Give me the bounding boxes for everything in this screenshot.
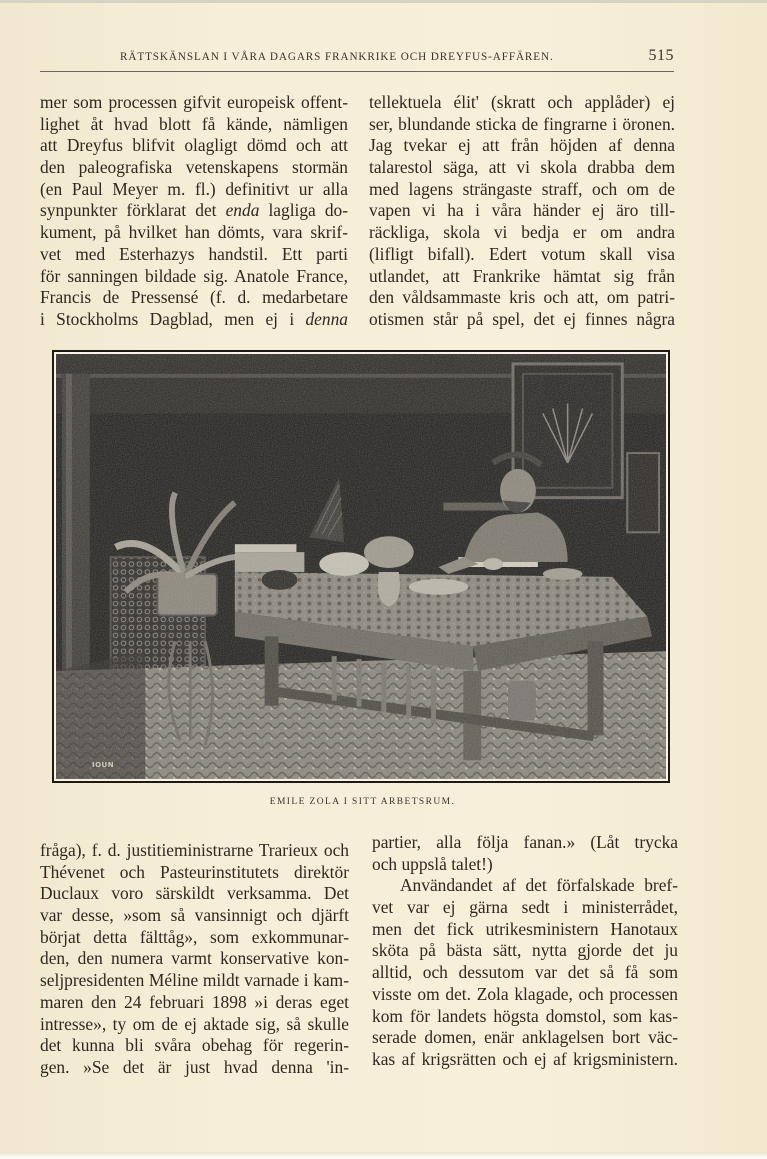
photo-illustration (56, 354, 666, 779)
text-line: (en Paul Meyer m. fl.) definitivt ur alla (40, 178, 348, 199)
text-line: vet med Esterhazys handstil. Ett parti (40, 243, 348, 264)
italic-word: enda (225, 200, 260, 221)
text-line: Francis de Pressensé (f. d. medarbetare (40, 287, 348, 308)
text-line: otismen står på spel, det ej finnes några (369, 308, 675, 329)
text-line: men det fick utrikesministern Hanotaux (372, 918, 678, 939)
right-column-top (369, 92, 675, 331)
italic-word: denna (305, 308, 348, 329)
text-line: fråga), f. d. justitieministrarne Trarieux och (40, 840, 349, 860)
text-line: talarestol säga, att vi skola drabba dem (369, 157, 675, 178)
text-line: serade domen, enär anklagelsen bort väc- (372, 1027, 678, 1048)
text-line: (lifligt bifall). Edert votum skall visa (369, 243, 675, 264)
page-bottom-edge (0, 1152, 767, 1159)
running-title: RÄTTSKÄNSLAN I VÅRA DAGARS FRANKRIKE OCH DREYFUS-AFFÄREN. (120, 51, 554, 63)
text-line-with-italic: i Stockholms Dagblad, men ej i denna (40, 308, 348, 329)
text-line: börjat detta fälttåg», som exkommunar- (40, 926, 349, 947)
text-line: partier, alla följa fanan.» (Låt trycka (372, 832, 678, 852)
text-line: gen. »Se det är just hvad denna 'in- (40, 1056, 349, 1077)
text-line: vet var ej gärna sedt i ministerrådet, (372, 897, 678, 918)
page-number: 515 (648, 47, 674, 64)
text-line: var desse, »som så vansinnigt och djärft (40, 905, 349, 926)
text-line: det kunna bli svåra obehag för regerin- (40, 1035, 349, 1056)
text-line: maren den 24 februari 1898 »i deras eget (40, 991, 349, 1012)
left-column-top (40, 92, 348, 331)
figure-photo-frame (52, 350, 670, 783)
running-head (40, 49, 676, 69)
figure-caption: EMILE ZOLA I SITT ARBETSRUM. (269, 797, 456, 807)
text-line: för sanningen bildade sig. Anatole France, (40, 265, 348, 286)
text-line: mer som processen gifvit europeisk offent- (40, 92, 348, 112)
text-line: utlandet, att Frankrike hämtat sig från (369, 265, 675, 286)
text-line: den, den numera varmt konservative kon- (40, 948, 349, 969)
text-line: lighet åt hvad blott få kände, nämligen (40, 113, 348, 134)
text-line: ser, blundande sticka de fingrarne i öronen. (369, 113, 675, 134)
page-top-edge (0, 0, 767, 3)
text-line: Thévenet och Pasteurinstitutets direktör (40, 861, 349, 882)
header-rule (40, 71, 674, 72)
text-line: kom för landets högsta domstol, som kas- (372, 1005, 678, 1026)
text-line: visste om det. Zola klagade, och processen (372, 983, 678, 1004)
photo-engraver-signature: IOUN (92, 761, 115, 769)
right-column-bottom (372, 832, 678, 1071)
text-line: tellektuela élit' (skratt och applåder) ej (369, 92, 675, 112)
text-line-with-italic: synpunkter förklarat det enda lagliga do- (40, 200, 349, 221)
left-column-bottom (40, 840, 349, 1079)
text-line: och uppslå talet!) (372, 853, 493, 874)
text-line: kas af krigsrätten och ej af krigsministern. (372, 1048, 678, 1069)
text-line: Jag tvekar ej att från höjden af denna (369, 135, 675, 156)
text-line: vapen vi ha i våra händer ej äro till- (369, 200, 675, 221)
text-line: den paleografiska vetenskapens stormän (40, 157, 348, 178)
text-line: att Dreyfus blifvit olagligt dömd och att (40, 135, 348, 156)
text-line: den våldsammaste kris och att, om patri- (369, 287, 675, 308)
text-line: med lagens strängaste straff, och om de (369, 178, 675, 199)
text-line: kument, på hvilket han dömts, vara skrif- (40, 222, 348, 243)
text-line: alltid, och dessutom var det så få som (372, 962, 678, 983)
paragraph-start-line: Användandet af det förfalskade bref- (400, 875, 678, 896)
text-line: intresse», ty om de ej aktade sig, så skulle (40, 1013, 349, 1034)
text-line: seljpresidenten Méline mildt varnade i kam- (40, 970, 349, 991)
text-line: Duclaux voro särskildt verksamma. Det (40, 883, 349, 904)
photo-zola-study (56, 354, 666, 779)
text-line: sköta på bästa sätt, nytta gjorde det ju (372, 940, 678, 961)
text-line: räckliga, skola vi bedja er om andra (369, 222, 675, 243)
